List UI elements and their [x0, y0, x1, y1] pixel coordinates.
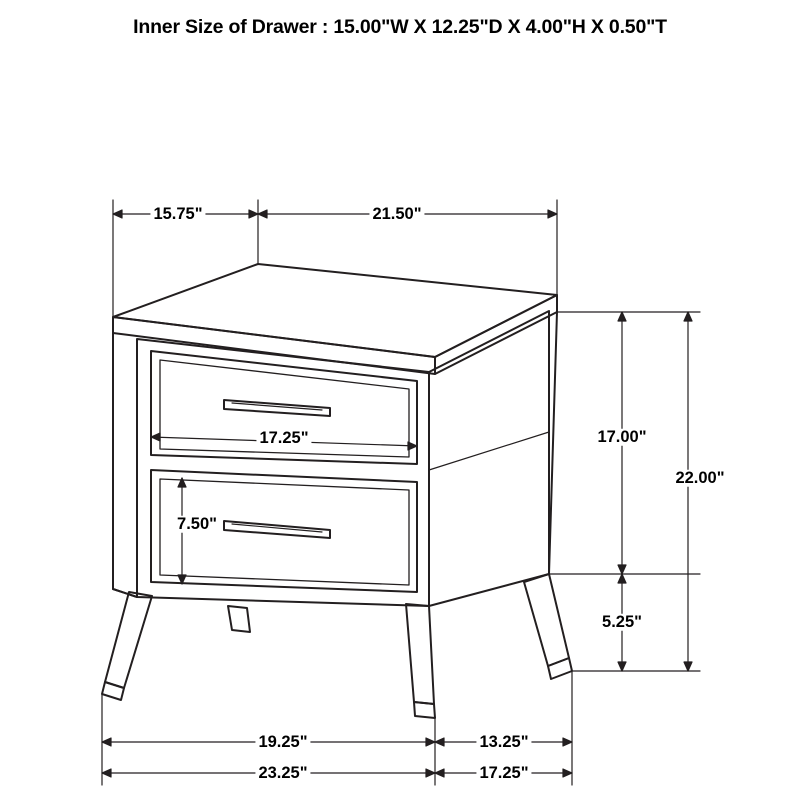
dimension-label-overall-width: 23.25" [255, 765, 310, 782]
dimension-label-leg-height: 5.25" [599, 614, 645, 631]
cabinet-case [113, 311, 557, 606]
dimension-label-drawer-height: 7.50" [174, 516, 220, 533]
cabinet-top-panel [113, 264, 557, 374]
front-right-leg [406, 604, 435, 718]
dimension-label-front-foot-span: 19.25" [255, 734, 310, 751]
rear-left-leg [228, 606, 250, 632]
dimension-label-side-foot-span: 13.25" [476, 734, 531, 751]
dimension-label-total-height: 22.00" [672, 470, 727, 487]
dimension-label-top-depth: 15.75" [150, 206, 205, 223]
upper-drawer-handle [224, 400, 330, 416]
dimension-label-cabinet-height: 17.00" [594, 429, 649, 446]
page-title: Inner Size of Drawer : 15.00"W X 12.25"D X 4.00"H X 0.50"T [133, 16, 667, 38]
rear-right-leg [524, 574, 572, 679]
lower-drawer-handle [224, 521, 330, 538]
front-left-leg [102, 592, 152, 700]
dimension-label-overall-depth: 17.25" [476, 765, 531, 782]
dimension-label-top-width: 21.50" [369, 206, 424, 223]
dimension-label-drawer-width: 17.25" [256, 430, 311, 447]
